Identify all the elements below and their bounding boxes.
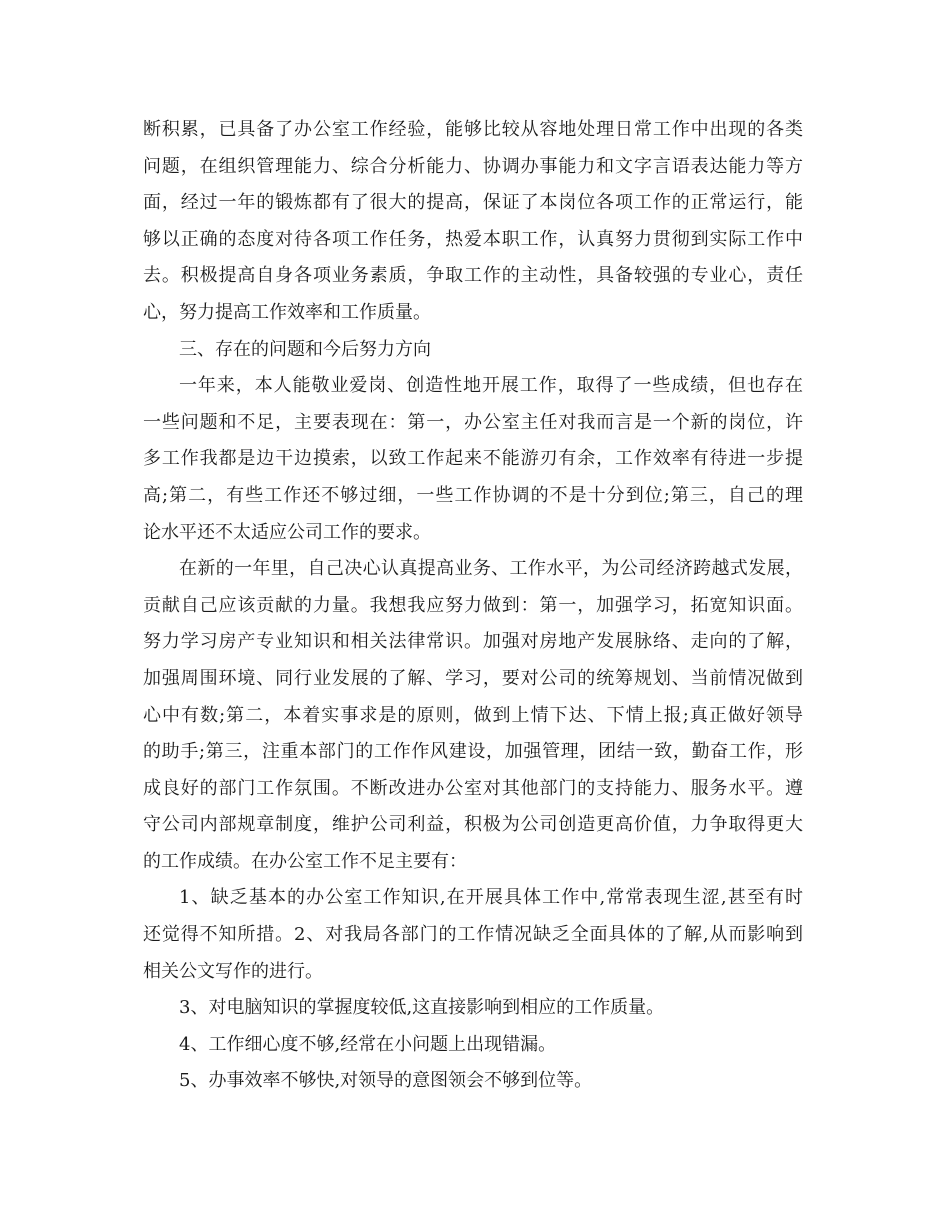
text-line: 相关公文写作的进行。 <box>143 960 323 982</box>
text-line: 加强周围环境、同行业发展的了解、学习，要对公司的统筹规划、当前情况做到 <box>143 667 803 689</box>
text-line: 去。积极提高自身各项业务素质，争取工作的主动性，具备较强的专业心，责任 <box>143 265 803 287</box>
text-line: 一年来，本人能敬业爱岗、创造性地开展工作，取得了一些成绩，但也存在 <box>179 375 803 397</box>
text-line: 心中有数;第二，本着实事求是的原则，做到上情下达、下情上报;真正做好领导 <box>143 704 803 726</box>
text-line: 一些问题和不足，主要表现在：第一，办公室主任对我而言是一个新的岗位，许 <box>143 411 803 433</box>
text-line: 断积累，已具备了办公室工作经验，能够比较从容地处理日常工作中出现的各类 <box>143 119 803 140</box>
text-line: 的助手;第三，注重本部门的工作作风建设，加强管理，团结一致，勤奋工作，形 <box>143 741 803 763</box>
text-line: 4、工作细心度不够,经常在小问题上出现错漏。 <box>179 1033 557 1055</box>
text-line: 心，努力提高工作效率和工作质量。 <box>143 301 431 323</box>
text-line: 5、办事效率不够快,对领导的意图领会不够到位等。 <box>179 1070 593 1092</box>
text-line: 1、缺乏基本的办公室工作知识,在开展具体工作中,常常表现生涩,甚至有时 <box>179 887 803 909</box>
text-line: 贡献自己应该贡献的力量。我想我应努力做到：第一，加强学习，拓宽知识面。 <box>143 594 803 616</box>
text-line: 多工作我都是边干边摸索，以致工作起来不能游刃有余，工作效率有待进一步提 <box>143 448 803 470</box>
text-line: 问题，在组织管理能力、综合分析能力、协调办事能力和文字言语表达能力等方 <box>143 155 803 177</box>
text-line: 3、对电脑知识的掌握度较低,这直接影响到相应的工作质量。 <box>179 997 665 1019</box>
text-line: 还觉得不知所措。2、对我局各部门的工作情况缺乏全面具体的了解,从而影响到 <box>143 924 803 946</box>
text-line: 三、存在的问题和今后努力方向 <box>179 338 431 360</box>
text-line: 面，经过一年的锻炼都有了很大的提高，保证了本岗位各项工作的正常运行，能 <box>143 192 803 214</box>
text-line: 在新的一年里，自己决心认真提高业务、工作水平，为公司经济跨越式发展， <box>179 558 803 580</box>
text-line: 的工作成绩。在办公室工作不足主要有： <box>143 850 467 872</box>
text-line: 论水平还不太适应公司工作的要求。 <box>143 521 431 543</box>
text-line: 成良好的部门工作氛围。不断改进办公室对其他部门的支持能力、服务水平。遵 <box>143 777 803 799</box>
document-body <box>143 112 803 1100</box>
text-line: 高;第二，有些工作还不够过细，一些工作协调的不是十分到位;第三，自己的理 <box>143 484 803 506</box>
text-line: 够以正确的态度对待各项工作任务，热爱本职工作，认真努力贯彻到实际工作中 <box>143 228 803 250</box>
text-line: 努力学习房产专业知识和相关法律常识。加强对房地产发展脉络、走向的了解， <box>143 631 803 653</box>
text-line: 守公司内部规章制度，维护公司利益，积极为公司创造更高价值，力争取得更大 <box>143 814 803 836</box>
